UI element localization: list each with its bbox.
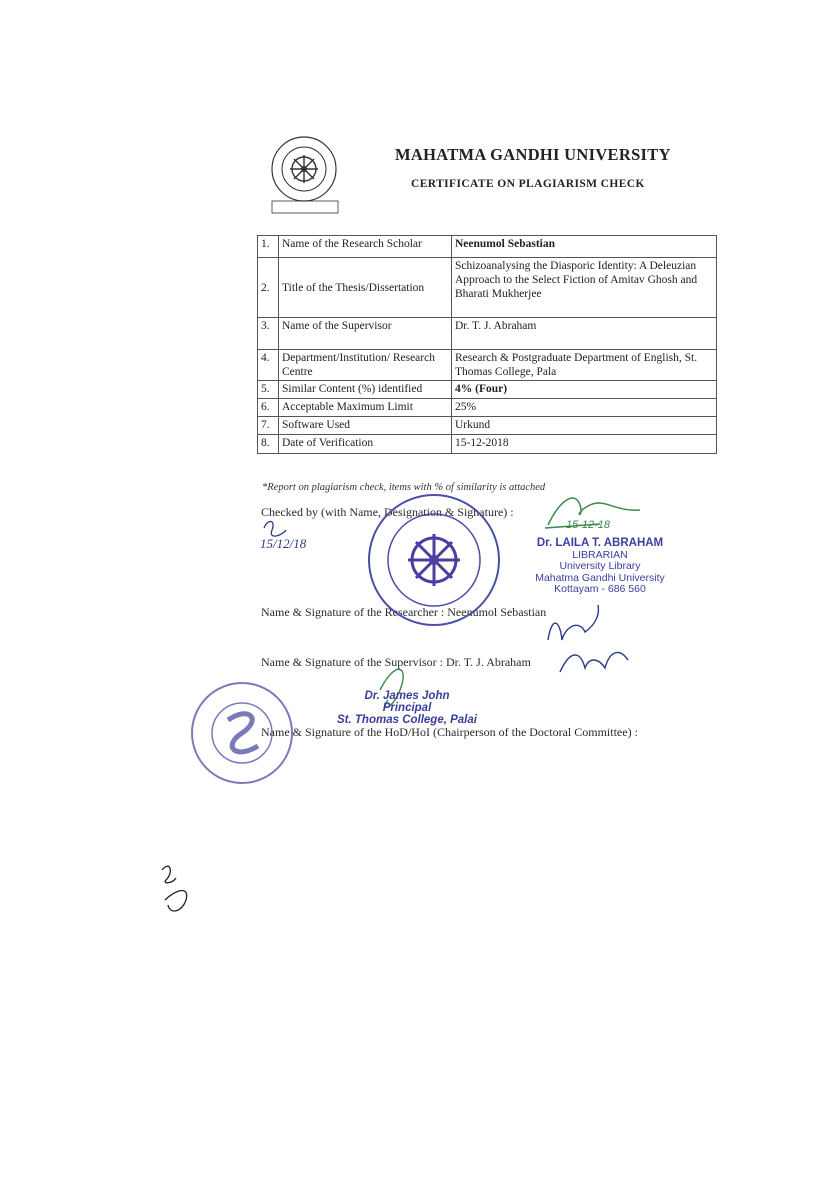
department: Research & Postgraduate Department of English, St. Thomas College, Pala — [452, 350, 717, 381]
university-name: MAHATMA GANDHI UNIVERSITY — [395, 145, 671, 164]
librarian-signature — [545, 498, 640, 528]
thesis-title: Schizoanalysing the Diasporic Identity: A Deleuzian Approach to the Select Fiction of Amitav Ghosh and Bharati Mukherjee — [452, 258, 717, 318]
max-limit: 25% — [452, 399, 717, 417]
scholar-name: Neenumol Sebastian — [452, 236, 717, 258]
report-note: *Report on plagiarism check, items with % of similarity is attached — [262, 482, 546, 493]
librarian-handwritten-date: 15-12-18 — [566, 519, 611, 531]
principal-signature-line: Name & Signature of the HoD/HoI (Chairperson of the Doctoral Committee) : — [261, 725, 638, 739]
certificate-title: CERTIFICATE ON PLAGIARISM CHECK — [411, 178, 645, 190]
checked-by-line: Checked by (with Name, Designation & Signature) : — [261, 505, 514, 519]
table-row: 4. Department/Institution/ Research Centre Research & Postgraduate Department of English, St. Thomas College, Pala — [258, 350, 717, 381]
table-row: 1. Name of the Research Scholar Neenumol Sebastian — [258, 236, 717, 258]
table-row: 8. Date of Verification 15-12-2018 — [258, 435, 717, 454]
supervisor-signature — [560, 652, 628, 672]
software-used: Urkund — [452, 417, 717, 435]
supervisor-signature-line: Name & Signature of the Supervisor : Dr. T. J. Abraham — [261, 655, 531, 669]
margin-initials — [162, 866, 187, 911]
checker-initials — [264, 521, 286, 536]
principal-stamp: Dr. James John Principal St. Thomas College, Palai — [337, 690, 477, 726]
plagiarism-info-table — [257, 235, 717, 454]
verification-date: 15-12-2018 — [452, 435, 717, 454]
table-row: 7. Software Used Urkund — [258, 417, 717, 435]
table-row: 2. Title of the Thesis/Dissertation Schizoanalysing the Diasporic Identity: A Deleuzian Approach to the Select Fiction of Amitav Ghosh and Bharati Mukherjee — [258, 258, 717, 318]
similar-content: 4% (Four) — [452, 381, 717, 399]
librarian-stamp: Dr. LAILA T. ABRAHAM LIBRARIAN University Library Mahatma Gandhi University Kottayam - 686 560 — [535, 537, 665, 595]
researcher-signature-line: Name & Signature of the Researcher : Neenumol Sebastian — [261, 605, 547, 619]
table-row: 6. Acceptable Maximum Limit 25% — [258, 399, 717, 417]
researcher-signature — [548, 605, 598, 640]
table-row: 3. Name of the Supervisor Dr. T. J. Abraham — [258, 318, 717, 350]
university-logo — [268, 133, 352, 217]
supervisor-name: Dr. T. J. Abraham — [452, 318, 717, 350]
checker-date: 15/12/18 — [260, 536, 307, 551]
table-row: 5. Similar Content (%) identified 4% (Four) — [258, 381, 717, 399]
